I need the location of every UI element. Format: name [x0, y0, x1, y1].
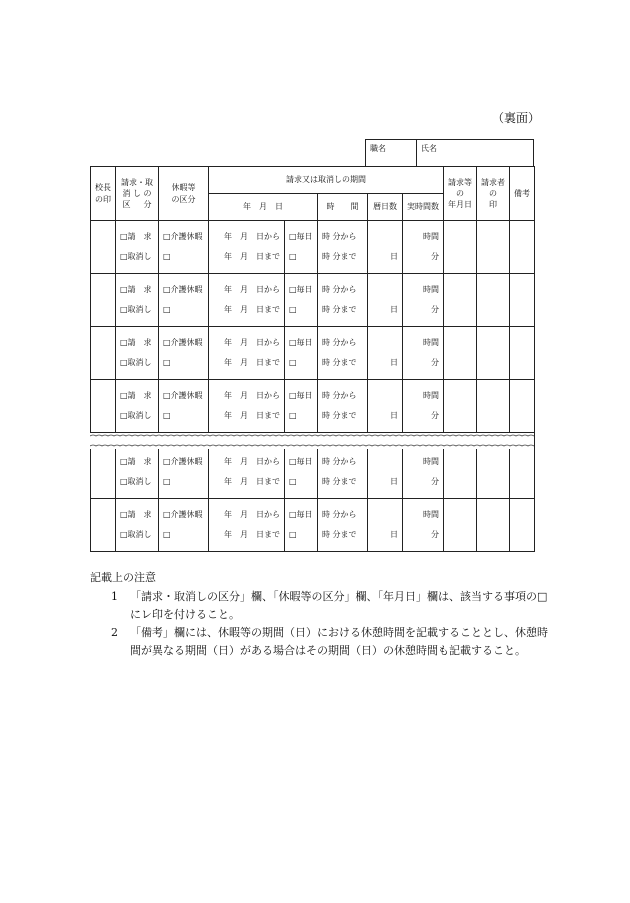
time-cell[interactable]: 時 分から 時 分まで [318, 327, 368, 380]
daily-checkbox: □毎日 [289, 391, 313, 400]
cancel-checkbox: □取消し [120, 477, 152, 486]
actual-hours-cell[interactable]: 時間 分 [403, 380, 444, 433]
requester-seal-cell[interactable] [477, 327, 510, 380]
leave-type-cell[interactable] [159, 327, 209, 380]
table-row [91, 327, 535, 380]
calendar-days-cell[interactable]: 日 [368, 499, 403, 552]
leave-type-header: 休暇等 の区分 [159, 167, 209, 221]
calendar-days-cell[interactable]: 日 [368, 380, 403, 433]
note-item-1: 1 「請求・取消しの区分」欄、「休暇等の区分」欄、「年月日」欄は、該当する事項の□にレ印を付けること。 [90, 588, 550, 624]
actual-hours-header: 実時間数 [403, 194, 444, 221]
actual-hours-cell[interactable]: 時間 分 [403, 274, 444, 327]
cancel-checkbox: □取消し [120, 305, 152, 314]
date-cell[interactable]: 年 月 日から 年 月 日まで [209, 221, 285, 274]
daily-cell[interactable]: □毎日 □ [285, 499, 318, 552]
other-leave-checkbox: □ [163, 477, 171, 486]
remarks-cell[interactable] [510, 274, 535, 327]
actual-hours-cell[interactable]: 時間 分 [403, 499, 444, 552]
request-checkbox: □請 求 [120, 391, 152, 400]
request-type-header: 請求・取 消 し の 区 分 [116, 167, 159, 221]
notes-section [90, 569, 550, 660]
principal-seal-header: 校長 の印 [91, 167, 116, 221]
actual-hours-cell[interactable]: 時間 分 [403, 446, 444, 499]
note-text-1: 「請求・取消しの区分」欄、「休暇等の区分」欄、「年月日」欄は、該当する事項の□にレ印を付けること。 [130, 590, 548, 621]
principal-seal-cell[interactable] [91, 327, 116, 380]
date-cell[interactable]: 年 月 日から 年 月 日まで [209, 274, 285, 327]
request-date-cell[interactable] [444, 274, 477, 327]
other-leave-checkbox: □ [163, 530, 171, 539]
leave-type-cell[interactable] [159, 499, 209, 552]
request-type-cell[interactable] [116, 499, 159, 552]
principal-seal-cell[interactable] [91, 274, 116, 327]
leave-request-table [90, 166, 535, 552]
principal-seal-cell[interactable] [91, 380, 116, 433]
request-checkbox: □請 求 [120, 510, 152, 519]
leave-type-cell[interactable] [159, 274, 209, 327]
time-cell[interactable]: 時 分から 時 分まで [318, 446, 368, 499]
requester-seal-cell[interactable] [477, 380, 510, 433]
calendar-days-cell[interactable]: 日 [368, 327, 403, 380]
request-date-cell[interactable] [444, 499, 477, 552]
care-leave-checkbox: □介護休暇 [163, 391, 203, 400]
time-cell[interactable]: 時 分から 時 分まで [318, 499, 368, 552]
date-header: 年 月 日 [209, 194, 318, 221]
other-leave-checkbox: □ [163, 411, 171, 420]
time-cell[interactable]: 時 分から 時 分まで [318, 221, 368, 274]
request-checkbox: □請 求 [120, 232, 152, 241]
request-checkbox: □請 求 [120, 457, 152, 466]
care-leave-checkbox: □介護休暇 [163, 457, 203, 466]
remarks-cell[interactable] [510, 446, 535, 499]
cancel-checkbox: □取消し [120, 252, 152, 261]
calendar-days-header: 暦日数 [368, 194, 403, 221]
period-header: 請求又は取消しの期間 [209, 167, 444, 194]
daily-checkbox: □毎日 [289, 232, 313, 241]
daily-cell[interactable]: □毎日 □ [285, 274, 318, 327]
note-item-2: 2 「備考」欄には、休暇等の期間（日）における休憩時間を記載することとし、休憩時間が異なる期間（日）がある場合はその期間（日）の休憩時間も記載すること。 [90, 624, 550, 660]
request-type-cell[interactable] [116, 221, 159, 274]
name-box [365, 139, 534, 167]
table-row [91, 499, 535, 552]
daily-checkbox: □毎日 [289, 457, 313, 466]
date-cell[interactable]: 年 月 日から 年 月 日まで [209, 446, 285, 499]
table-row [91, 446, 535, 499]
cancel-checkbox: □取消し [120, 358, 152, 367]
daily-cell[interactable]: □毎日 □ [285, 327, 318, 380]
remarks-cell[interactable] [510, 499, 535, 552]
cancel-checkbox: □取消し [120, 411, 152, 420]
principal-seal-cell[interactable] [91, 221, 116, 274]
time-cell[interactable]: 時 分から 時 分まで [318, 274, 368, 327]
name-box-divider [416, 140, 417, 167]
remarks-cell[interactable] [510, 221, 535, 274]
calendar-days-cell[interactable]: 日 [368, 446, 403, 499]
care-leave-checkbox: □介護休暇 [163, 510, 203, 519]
request-checkbox: □請 求 [120, 285, 152, 294]
date-cell[interactable]: 年 月 日から 年 月 日まで [209, 499, 285, 552]
remarks-cell[interactable] [510, 327, 535, 380]
daily-checkbox: □毎日 [289, 338, 313, 347]
request-date-header: 請求等 の 年月日 [444, 167, 477, 221]
request-type-cell[interactable] [116, 274, 159, 327]
request-type-cell[interactable] [116, 327, 159, 380]
daily-cell[interactable]: □毎日 □ [285, 446, 318, 499]
requester-seal-cell[interactable] [477, 499, 510, 552]
principal-seal-cell[interactable] [91, 499, 116, 552]
leave-type-cell[interactable] [159, 380, 209, 433]
calendar-days-cell[interactable]: 日 [368, 274, 403, 327]
leave-type-cell[interactable] [159, 221, 209, 274]
remarks-header: 備考 [510, 167, 535, 221]
care-leave-checkbox: □介護休暇 [163, 232, 203, 241]
daily-cell[interactable]: □毎日 □ [285, 380, 318, 433]
other-leave-checkbox: □ [163, 252, 171, 261]
calendar-days-cell[interactable]: 日 [368, 221, 403, 274]
time-header: 時 間 [318, 194, 368, 221]
cancel-checkbox: □取消し [120, 530, 152, 539]
actual-hours-cell[interactable]: 時間 分 [403, 327, 444, 380]
table-row [91, 274, 535, 327]
position-label: 職名 [370, 144, 386, 153]
table-row [91, 380, 535, 433]
request-date-cell[interactable] [444, 327, 477, 380]
date-cell[interactable]: 年 月 日から 年 月 日まで [209, 327, 285, 380]
name-label: 氏名 [421, 144, 437, 153]
notes-title: 記載上の注意 [90, 571, 156, 584]
date-cell[interactable]: 年 月 日から 年 月 日まで [209, 380, 285, 433]
table-break-wave [90, 431, 534, 451]
request-date-cell[interactable] [444, 380, 477, 433]
daily-checkbox: □毎日 [289, 285, 313, 294]
request-date-cell[interactable] [444, 221, 477, 274]
page-side-label: （裏面） [492, 111, 541, 125]
time-cell[interactable]: 時 分から 時 分まで [318, 380, 368, 433]
request-checkbox: □請 求 [120, 338, 152, 347]
daily-cell[interactable]: □毎日 □ [285, 221, 318, 274]
other-leave-checkbox: □ [163, 358, 171, 367]
requester-seal-header: 請求者 の 印 [477, 167, 510, 221]
requester-seal-cell[interactable] [477, 446, 510, 499]
care-leave-checkbox: □介護休暇 [163, 338, 203, 347]
principal-seal-cell[interactable] [91, 446, 116, 499]
daily-checkbox: □毎日 [289, 510, 313, 519]
other-leave-checkbox: □ [163, 305, 171, 314]
actual-hours-cell[interactable]: 時間 分 [403, 221, 444, 274]
request-type-cell[interactable] [116, 380, 159, 433]
care-leave-checkbox: □介護休暇 [163, 285, 203, 294]
requester-seal-cell[interactable] [477, 221, 510, 274]
leave-type-cell[interactable] [159, 446, 209, 499]
request-type-cell[interactable] [116, 446, 159, 499]
remarks-cell[interactable] [510, 380, 535, 433]
table-row [91, 221, 535, 274]
note-text-2: 「備考」欄には、休暇等の期間（日）における休憩時間を記載することとし、休憩時間が異なる期間（日）がある場合はその期間（日）の休憩時間も記載すること。 [130, 626, 548, 657]
request-date-cell[interactable] [444, 446, 477, 499]
requester-seal-cell[interactable] [477, 274, 510, 327]
